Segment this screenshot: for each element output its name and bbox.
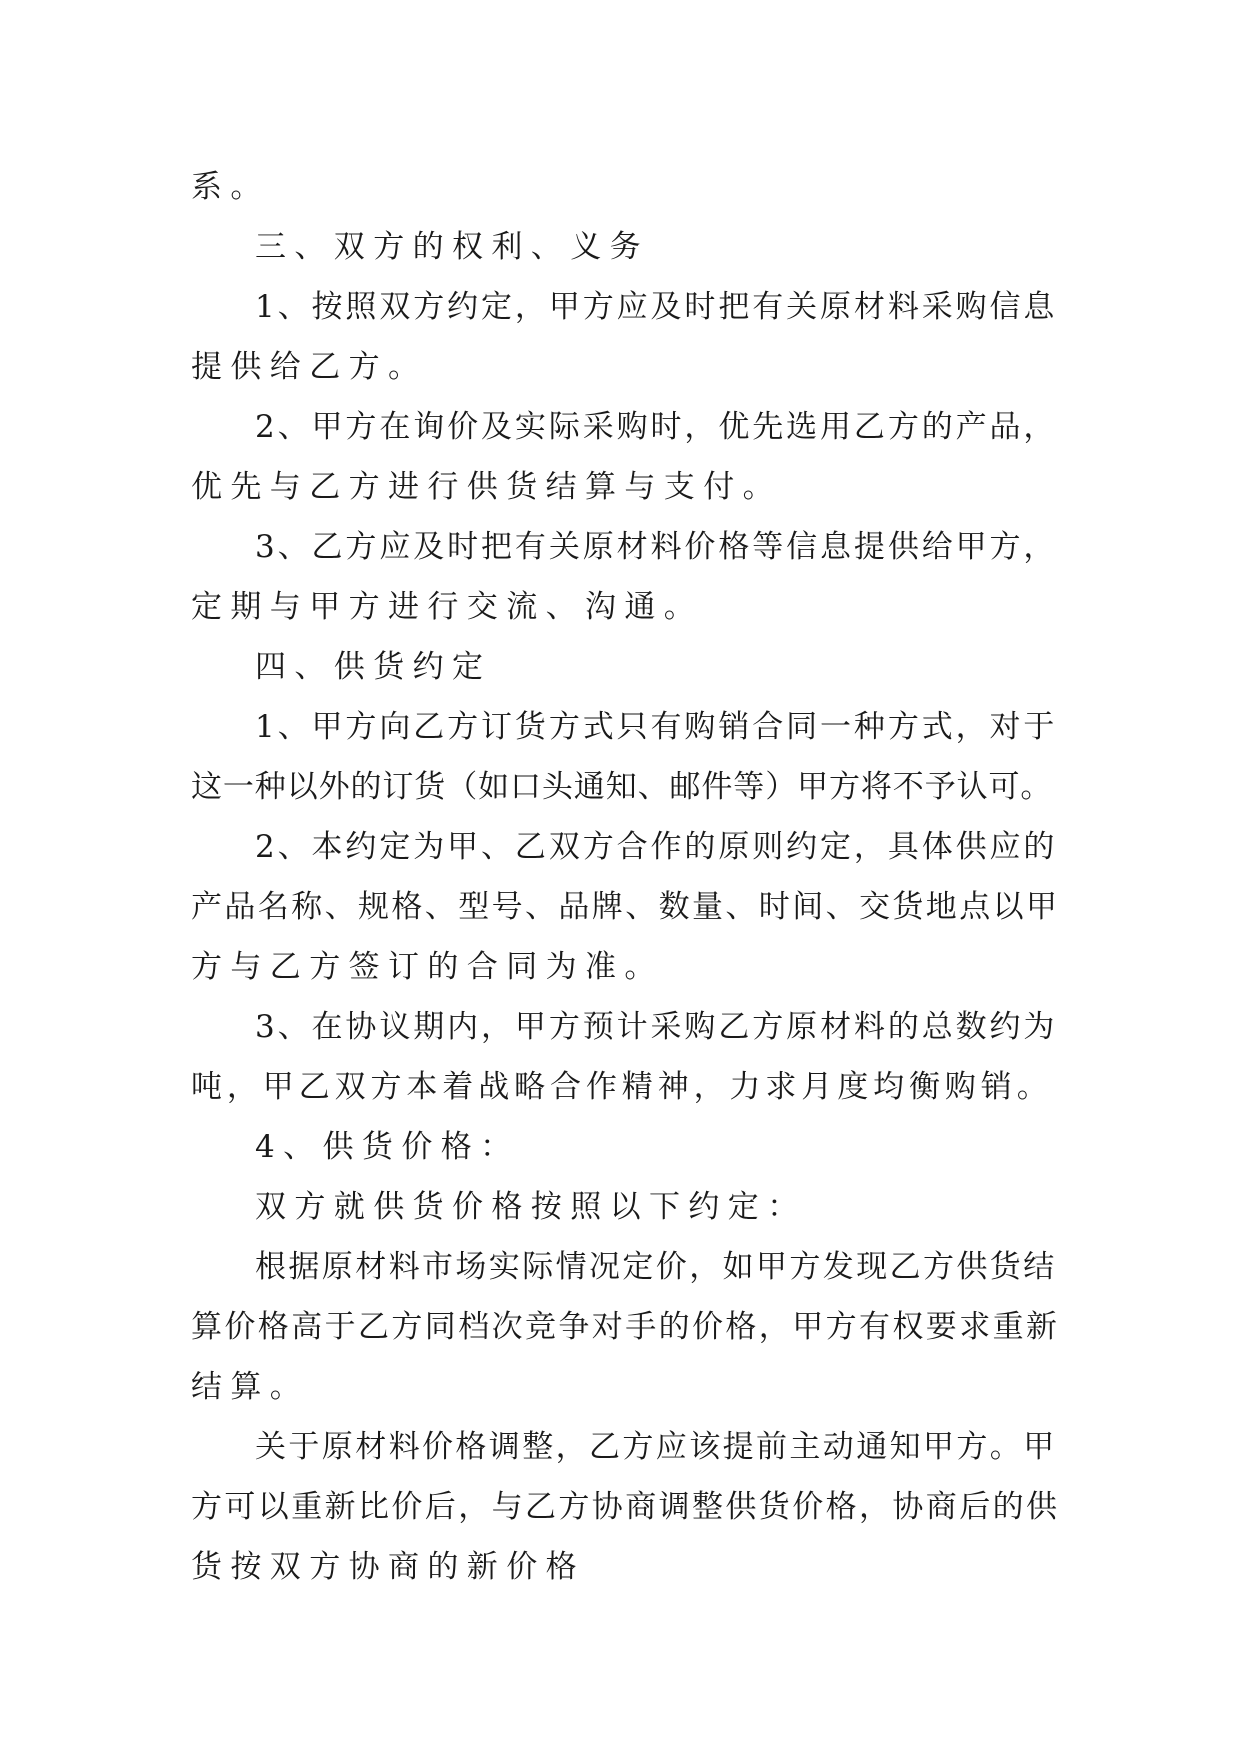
text-line: 2、本约定为甲、乙双方合作的原则约定，具体供应的 [255,829,1058,865]
text-line: 定期与甲方进行交流、沟通。 [191,589,704,625]
text-line: 1、甲方向乙方订货方式只有购销合同一种方式，对于 [255,709,1058,745]
text-line: 方可以重新比价后，与乙方协商调整供货价格，协商后的供 [191,1489,1060,1525]
text-line: 提供给乙方。 [191,349,428,385]
text-line: 双方就供货价格按照以下约定： [255,1189,807,1225]
text-line: 结算。 [191,1369,310,1405]
text-line: 2、甲方在询价及实际采购时，优先选用乙方的产品， [255,409,1058,445]
text-line: 4、供货价格： [255,1129,520,1165]
text-line: 货按双方协商的新价格 [191,1549,585,1585]
text-line: 系。 [191,169,270,205]
text-line: 关于原材料价格调整，乙方应该提前主动通知甲方。甲 [255,1429,1057,1465]
text-line: 3、乙方应及时把有关原材料价格等信息提供给甲方， [255,529,1058,565]
section-heading: 三、双方的权利、义务 [255,229,649,265]
text-line: 算价格高于乙方同档次竞争对手的价格，甲方有权要求重新 [191,1309,1060,1345]
text-line: 3、在协议期内，甲方预计采购乙方原材料的总数约为 [255,1009,1058,1045]
text-line: 产品名称、规格、型号、品牌、数量、时间、交货地点以甲 [191,889,1060,925]
text-line: 根据原材料市场实际情况定价，如甲方发现乙方供货结 [255,1249,1057,1285]
text-line: 这一种以外的订货（如口头通知、邮件等）甲方将不予认可。 [191,769,1053,805]
text-line: 方与乙方签订的合同为准。 [191,949,664,985]
section-heading: 四、供货约定 [255,649,492,685]
text-line: 优先与乙方进行供货结算与支付。 [191,469,782,505]
text-line: 吨，甲乙双方本着战略合作精神，力求月度均衡购销。 [191,1069,1053,1105]
text-line: 1、按照双方约定，甲方应及时把有关原材料采购信息 [255,289,1058,325]
